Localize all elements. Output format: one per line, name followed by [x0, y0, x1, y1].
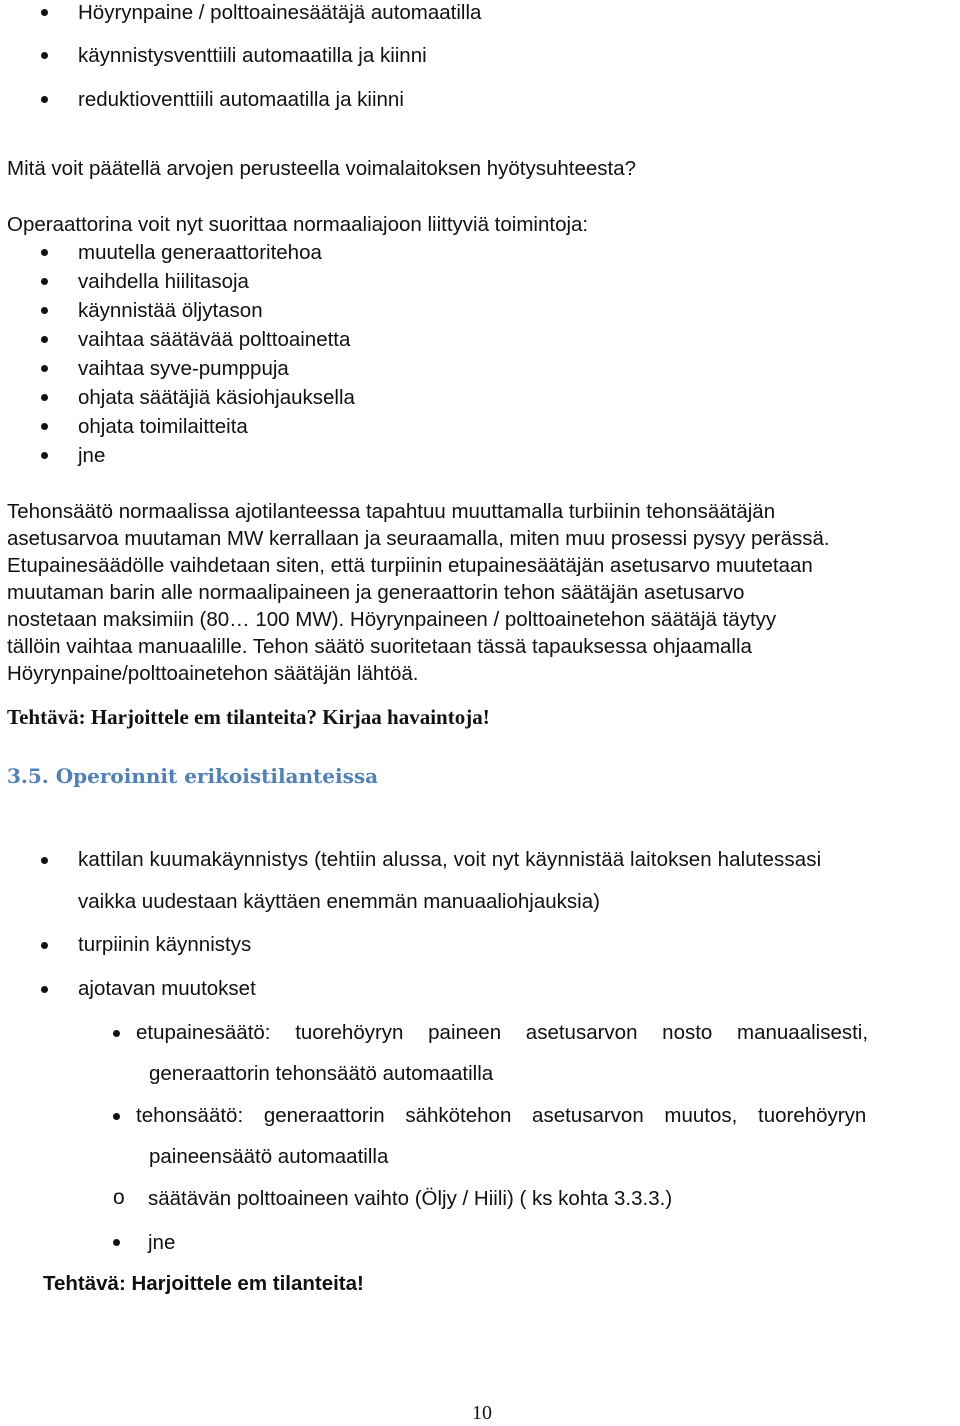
list-item: vaihtaa syve-pumppuja	[78, 357, 289, 380]
sub-item-text: etupainesäätö: tuorehöyryn paineen asetusarvon nosto manuaalisesti,	[136, 1021, 869, 1044]
bullet-icon	[41, 278, 48, 285]
list-item: ohjata toimilaitteita	[78, 415, 248, 438]
paragraph-line: asetusarvoa muutaman MW kerrallaan ja seuraamalla, miten muu prosessi pysyy perässä.	[7, 527, 830, 550]
page-number: 10	[472, 1402, 492, 1424]
task-instruction: Tehtävä: Harjoittele em tilanteita!	[43, 1272, 364, 1295]
sub-list-item	[136, 1020, 958, 1046]
bullet-icon	[41, 336, 48, 343]
bullet-icon	[41, 307, 48, 314]
paragraph-line: Tehonsäätö normaalissa ajotilanteessa tapahtuu muuttamalla turbiinin tehonsäätäjän	[7, 500, 776, 523]
list-item: ohjata säätäjiä käsiohjauksella	[78, 386, 355, 409]
list-item: ajotavan muutokset	[78, 977, 256, 1000]
bullet-icon	[41, 96, 48, 103]
bullet-icon	[41, 452, 48, 459]
sub-list-item: jne	[148, 1231, 176, 1254]
sub-item-text: tehonsäätö: generaattorin sähkötehon asetusarvon muutos, tuorehöyryn	[136, 1104, 867, 1127]
paragraph-line: nostetaan maksimiin (80… 100 MW). Höyrynpaineen / polttoainetehon säätäjä täytyy	[7, 608, 777, 631]
circle-bullet-icon: o	[113, 1186, 125, 1209]
bullet-icon	[41, 986, 48, 993]
sub-list-continuation: generaattorin tehonsäätö automaatilla	[149, 1062, 494, 1085]
bullet-icon	[41, 365, 48, 372]
bullet-icon	[113, 1239, 120, 1246]
paragraph-line: Etupainesäädölle vaihdetaan siten, että turpiinin etupainesäätäjän asetusarvo muutetaan	[7, 554, 813, 577]
list-item: turpiinin käynnistys	[78, 933, 252, 956]
bullet-icon	[41, 9, 48, 16]
section-heading: 3.5. Operoinnit erikoistilanteissa	[7, 764, 379, 788]
paragraph-line: Höyrynpaine/polttoainetehon säätäjän lähtöä.	[7, 662, 419, 685]
bullet-icon	[41, 942, 48, 949]
list-item: Höyrynpaine / polttoainesäätäjä automaatilla	[78, 1, 482, 24]
bullet-icon	[41, 857, 48, 864]
paragraph-line: muutaman barin alle normaalipaineen ja generaattorin tehon säätäjän asetusarvo	[7, 581, 745, 604]
bullet-icon	[41, 394, 48, 401]
list-item-continuation: vaikka uudestaan käyttäen enemmän manuaaliohjauksia)	[78, 890, 600, 913]
list-item: kattilan kuumakäynnistys (tehtiin alussa, voit nyt käynnistää laitoksen halutessasi	[78, 848, 822, 871]
bullet-icon	[41, 52, 48, 59]
sub-list-item	[136, 1103, 958, 1129]
bullet-icon	[113, 1113, 120, 1120]
bullet-icon	[41, 423, 48, 430]
task-instruction: Tehtävä: Harjoittele em tilanteita? Kirjaa havaintoja!	[7, 705, 490, 729]
list-item: muutella generaattoritehoa	[78, 241, 322, 264]
list-item: vaihtaa säätävää polttoainetta	[78, 328, 351, 351]
list-item: vaihdella hiilitasoja	[78, 270, 249, 293]
list-item: käynnistysventtiili automaatilla ja kiinni	[78, 44, 427, 67]
question-text: Mitä voit päätellä arvojen perusteella voimalaitoksen hyötysuhteesta?	[7, 157, 637, 180]
bullet-icon	[113, 1030, 120, 1037]
operator-intro: Operaattorina voit nyt suorittaa normaaliajoon liittyviä toimintoja:	[7, 213, 589, 236]
bullet-icon	[41, 249, 48, 256]
list-item: jne	[78, 444, 106, 467]
list-item: reduktioventtiili automaatilla ja kiinni	[78, 88, 404, 111]
sub-list-item: säätävän polttoaineen vaihto (Öljy / Hiili) ( ks kohta 3.3.3.)	[148, 1187, 673, 1210]
paragraph-line: tällöin vaihtaa manuaalille. Tehon säätö suoritetaan tässä tapauksessa ohjaamalla	[7, 635, 752, 658]
list-item: käynnistää öljytason	[78, 299, 263, 322]
sub-list-continuation: paineensäätö automaatilla	[149, 1145, 389, 1168]
